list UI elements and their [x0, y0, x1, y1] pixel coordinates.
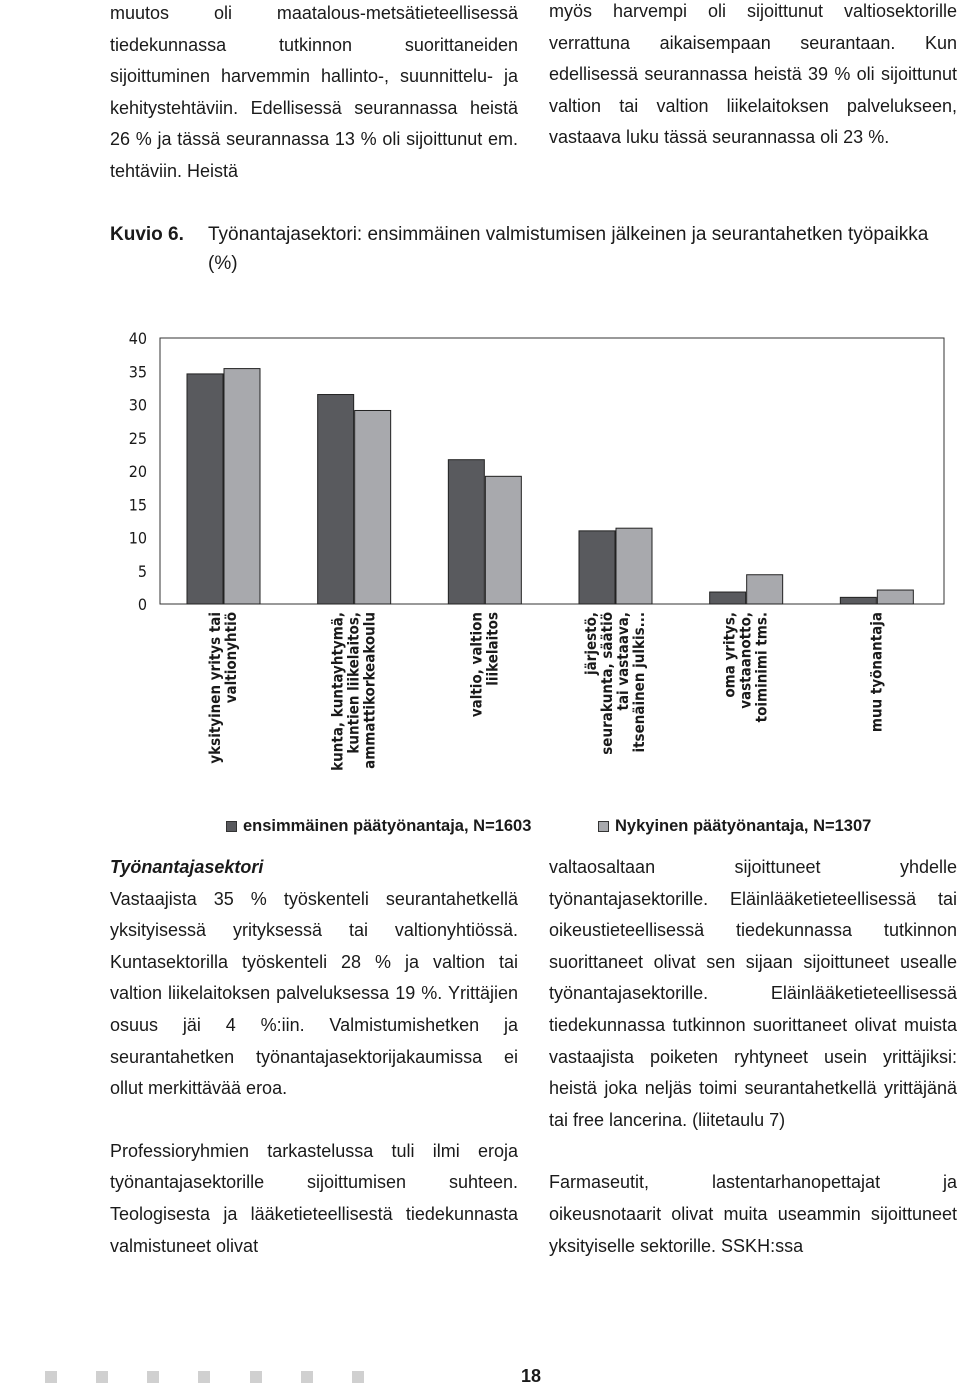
legend-label: ensimmäinen päätyönantaja, N=1603 [243, 817, 532, 835]
bar [616, 528, 652, 604]
footer-square [198, 1371, 210, 1383]
bar [710, 592, 746, 604]
bottom-left-text-column [110, 852, 518, 1262]
x-category-label [329, 612, 379, 771]
legend-label: Nykyinen päätyönantaja, N=1307 [615, 817, 872, 835]
legend-swatch-dark [226, 821, 237, 832]
footer-square [301, 1371, 313, 1383]
y-tick-label: 30 [128, 395, 147, 415]
y-axis-tick-labels [129, 329, 147, 614]
x-category-label-line: liikelaitos [483, 612, 502, 686]
footer-square [96, 1371, 108, 1383]
x-category-label-line: kuntien liikelaitos, [344, 612, 363, 754]
y-tick-label: 20 [128, 462, 147, 481]
x-category-label [582, 612, 648, 755]
bar-chart [0, 320, 960, 800]
bar [318, 395, 354, 604]
x-category-label [721, 612, 771, 722]
legend-item-current-employer [598, 817, 871, 836]
x-category-label [867, 612, 885, 732]
bar [355, 410, 391, 604]
footer-square [45, 1371, 57, 1383]
x-category-label-line: ammattikorkeakoulu [360, 612, 379, 769]
bottom-right-text-column [549, 852, 957, 1262]
body-paragraph: muutos oli maatalous-metsätieteellisessä tiedekunnassa tutkinnon suorittaneiden sijoittuminen harvemmin hallinto-, suunnittelu- ja kehitystehtäviin. Edellisessä seurannassa heistä 26 % ja tässä seurannassa 13 % oli sijoittunut em. tehtäviin. Heistä [110, 3, 518, 181]
bars-group [187, 369, 913, 604]
plot-area-frame [160, 338, 944, 604]
footer-decoration [0, 1370, 400, 1384]
top-left-text-column [110, 0, 518, 188]
x-category-label-line: oma yritys, [720, 612, 739, 698]
y-tick-label: 40 [128, 329, 147, 348]
page-number: 18 [521, 1366, 542, 1386]
x-category-label-line: itsenäinen julkis... [630, 612, 648, 753]
figure-label: Kuvio 6. [110, 224, 184, 245]
x-category-label-line: valtio, valtion [467, 612, 486, 718]
y-tick-label: 15 [128, 495, 147, 515]
body-paragraph: Farmaseutit, lastentarhanopettajat ja oikeusnotaarit olivat muita useammin sijoittuneet yksityiselle sektorille. SSKH:ssa [549, 1172, 957, 1256]
legend-item-first-employer [226, 817, 531, 836]
section-heading: Työnantajasektori [110, 857, 264, 877]
body-paragraph: Professioryhmien tarkastelussa tuli ilmi eroja työnantajasektorille sijoittumisen suhteen. Teologisesta ja lääketieteellisestä tiedekunnasta valmistuneet olivat [110, 1140, 518, 1256]
x-category-label-line: yksityinen yritys tai [206, 612, 224, 764]
bar [877, 590, 913, 604]
top-right-text-column [549, 0, 957, 154]
x-category-label-line: vastaanotto, [736, 612, 755, 709]
figure-caption-text: Työnantajasektori: ensimmäinen valmistumisen jälkeinen ja seurantahetken työpaikka (%) [208, 224, 929, 274]
figure-caption [110, 220, 950, 278]
x-category-label-line: seurakunta, säätiö [598, 612, 616, 755]
bar [485, 476, 521, 604]
x-category-label-line: tai vastaava, [614, 612, 632, 711]
x-category-label-line: kunta, kuntayhtymä, [328, 612, 347, 771]
bar [187, 374, 223, 604]
x-category-label-line: valtionyhtiö [222, 612, 240, 704]
footer-square [147, 1371, 159, 1383]
body-paragraph: Vastaajista 35 % työskenteli seurantahetkellä yksityisessä yrityksessä tai valtionyhtiössä. Kuntasektorilla työskenteli 28 % ja valtion tai valtion liikelaitoksen palveluksessa 19 %. Yrittäjien osuus jäi 4 %:iin. Valmistumishetken ja seurantahetken työnantajasektorijakaumissa ei ollut merkittävää eroa. [110, 888, 518, 1099]
footer-square [250, 1371, 262, 1383]
body-paragraph: myös harvempi oli sijoittunut valtiosektorille verrattuna aikaisempaan seurantaan. Kun edellisessä seurannassa heistä 39 % oli sijoittunut valtion tai valtion liikelaitoksen palvelukseen, vastaava luku tässä seurannassa oli 23 %. [549, 1, 957, 148]
x-category-label [467, 612, 501, 717]
y-tick-label: 0 [137, 595, 147, 614]
x-category-label-line: muu työnantaja [867, 612, 886, 733]
y-tick-label: 10 [128, 528, 147, 548]
x-category-label [206, 612, 240, 764]
legend-swatch-light [598, 821, 609, 832]
x-category-label-line: järjestö, [582, 612, 600, 676]
y-tick-label: 5 [137, 561, 147, 581]
footer-square [352, 1371, 364, 1383]
body-paragraph: valtaosaltaan sijoittuneet yhdelle työnantajasektorille. Eläinlääketieteellisessä tai oikeustieteellisessä tiedekunnassa tutkinnon suorittaneet olivat sen sijaan sijoittuneet usealle työnantajasektorille. Eläinlääketieteellisessä tiedekunnassa tutkinnon suorittaneet olivat muista vastaajista poiketen ryhtyneet usein yrittäjiksi: heistä joka neljäs toimi seurantahetkellä yrittäjänä tai free lancerina. (liitetaulu 7) [549, 857, 957, 1130]
bar [579, 531, 615, 604]
bar [840, 597, 876, 604]
x-category-label-line: toiminimi tms. [752, 612, 771, 723]
y-tick-label: 35 [128, 362, 147, 382]
y-tick-label: 25 [128, 428, 147, 448]
bar [448, 460, 484, 604]
bar [224, 369, 260, 604]
bar [747, 575, 783, 604]
x-axis-category-labels [206, 612, 885, 771]
